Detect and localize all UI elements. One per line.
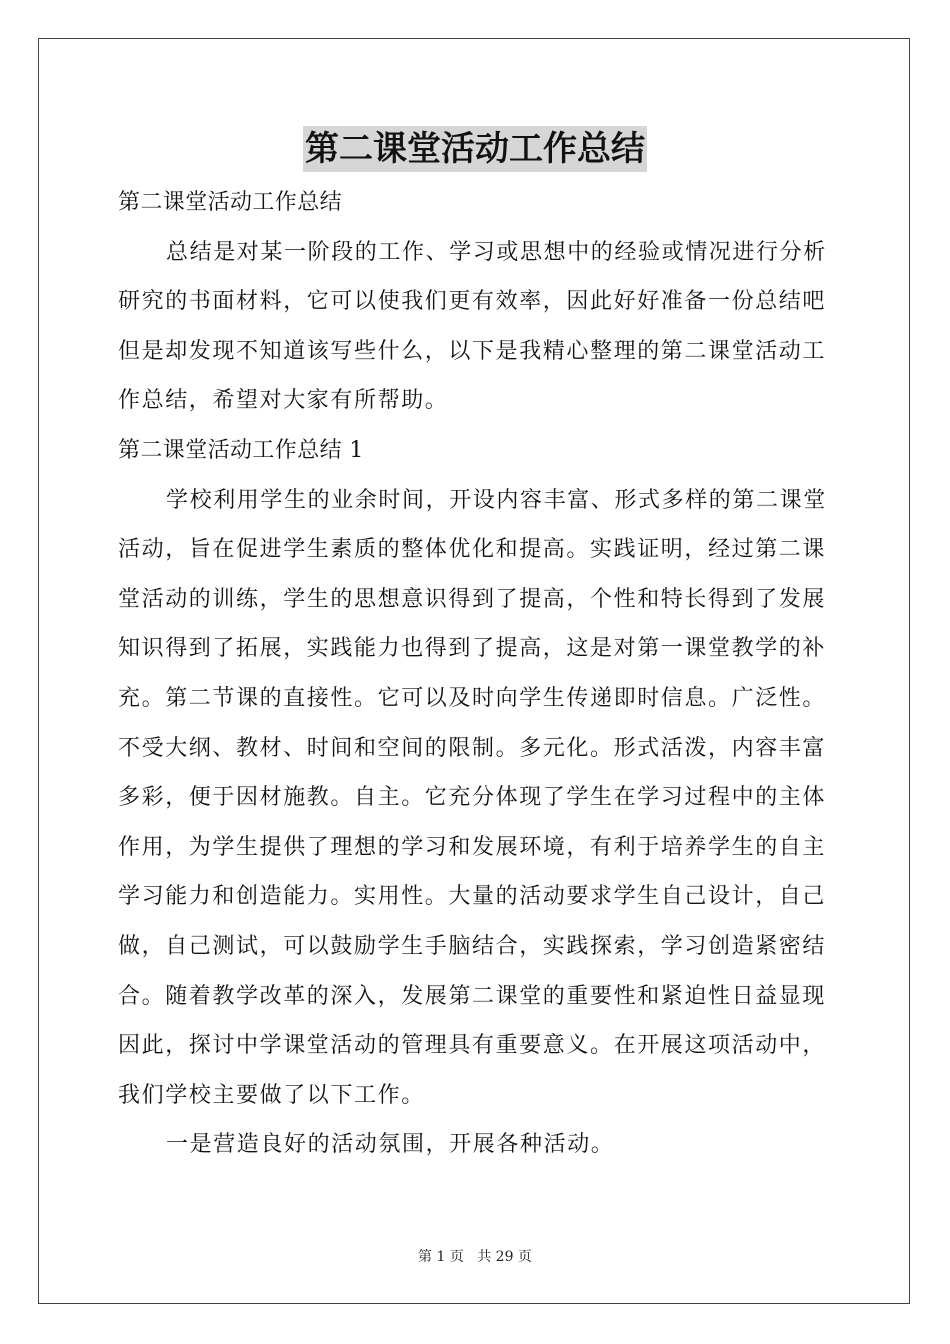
body-text-line: 充。第二节课的直接性。它可以及时向学生传递即时信息。广泛性。 — [118, 685, 827, 711]
body-text-line: 因此，探讨中学课堂活动的管理具有重要意义。在开展这项活动中， — [118, 1033, 827, 1059]
page-number: 第 1 页 — [418, 1249, 464, 1265]
body-text-line: 堂活动的训练，学生的思想意识得到了提高，个性和特长得到了发展 — [118, 586, 827, 612]
body-text-line: 学校利用学生的业余时间，开设内容丰富、形式多样的第二课堂 — [166, 487, 827, 513]
title-container — [0, 126, 950, 172]
body-text-line: 作用，为学生提供了理想的学习和发展环境，有利于培养学生的自主 — [118, 834, 827, 860]
body-text-line: 多彩，便于因材施教。自主。它充分体现了学生在学习过程中的主体 — [118, 785, 827, 811]
body-text-line: 知识得到了拓展，实践能力也得到了提高，这是对第一课堂教学的补 — [118, 636, 827, 662]
document-body — [118, 178, 834, 1170]
section-heading: 第二课堂活动工作总结 1 — [118, 437, 364, 463]
body-text-line: 不受大纲、教材、时间和空间的限制。多元化。形式活泼，内容丰富 — [118, 735, 827, 761]
page-footer — [0, 1246, 950, 1266]
body-text-line: 一是营造良好的活动氛围，开展各种活动。 — [166, 1132, 615, 1158]
body-text-line: 研究的书面材料，它可以使我们更有效率，因此好好准备一份总结吧 — [118, 289, 827, 315]
body-text-line: 总结是对某一阶段的工作、学习或思想中的经验或情况进行分析 — [166, 239, 827, 265]
document-title: 第二课堂活动工作总结 — [303, 126, 647, 172]
body-text-line: 作总结，希望对大家有所帮助。 — [118, 388, 449, 414]
body-text-line: 我们学校主要做了以下工作。 — [118, 1082, 425, 1108]
section-heading: 第二课堂活动工作总结 — [118, 190, 343, 215]
body-text-line: 做，自己测试，可以鼓励学生手脑结合，实践探索，学习创造紧密结 — [118, 933, 827, 959]
page-total: 共 29 页 — [477, 1249, 532, 1265]
body-text-line: 学习能力和创造能力。实用性。大量的活动要求学生自己设计，自己 — [118, 884, 827, 910]
body-text-line: 但是却发现不知道该写些什么，以下是我精心整理的第二课堂活动工 — [118, 338, 827, 364]
body-text-line: 合。随着教学改革的深入，发展第二课堂的重要性和紧迫性日益显现 — [118, 983, 827, 1009]
body-text-line: 活动，旨在促进学生素质的整体优化和提高。实践证明，经过第二课 — [118, 537, 827, 563]
